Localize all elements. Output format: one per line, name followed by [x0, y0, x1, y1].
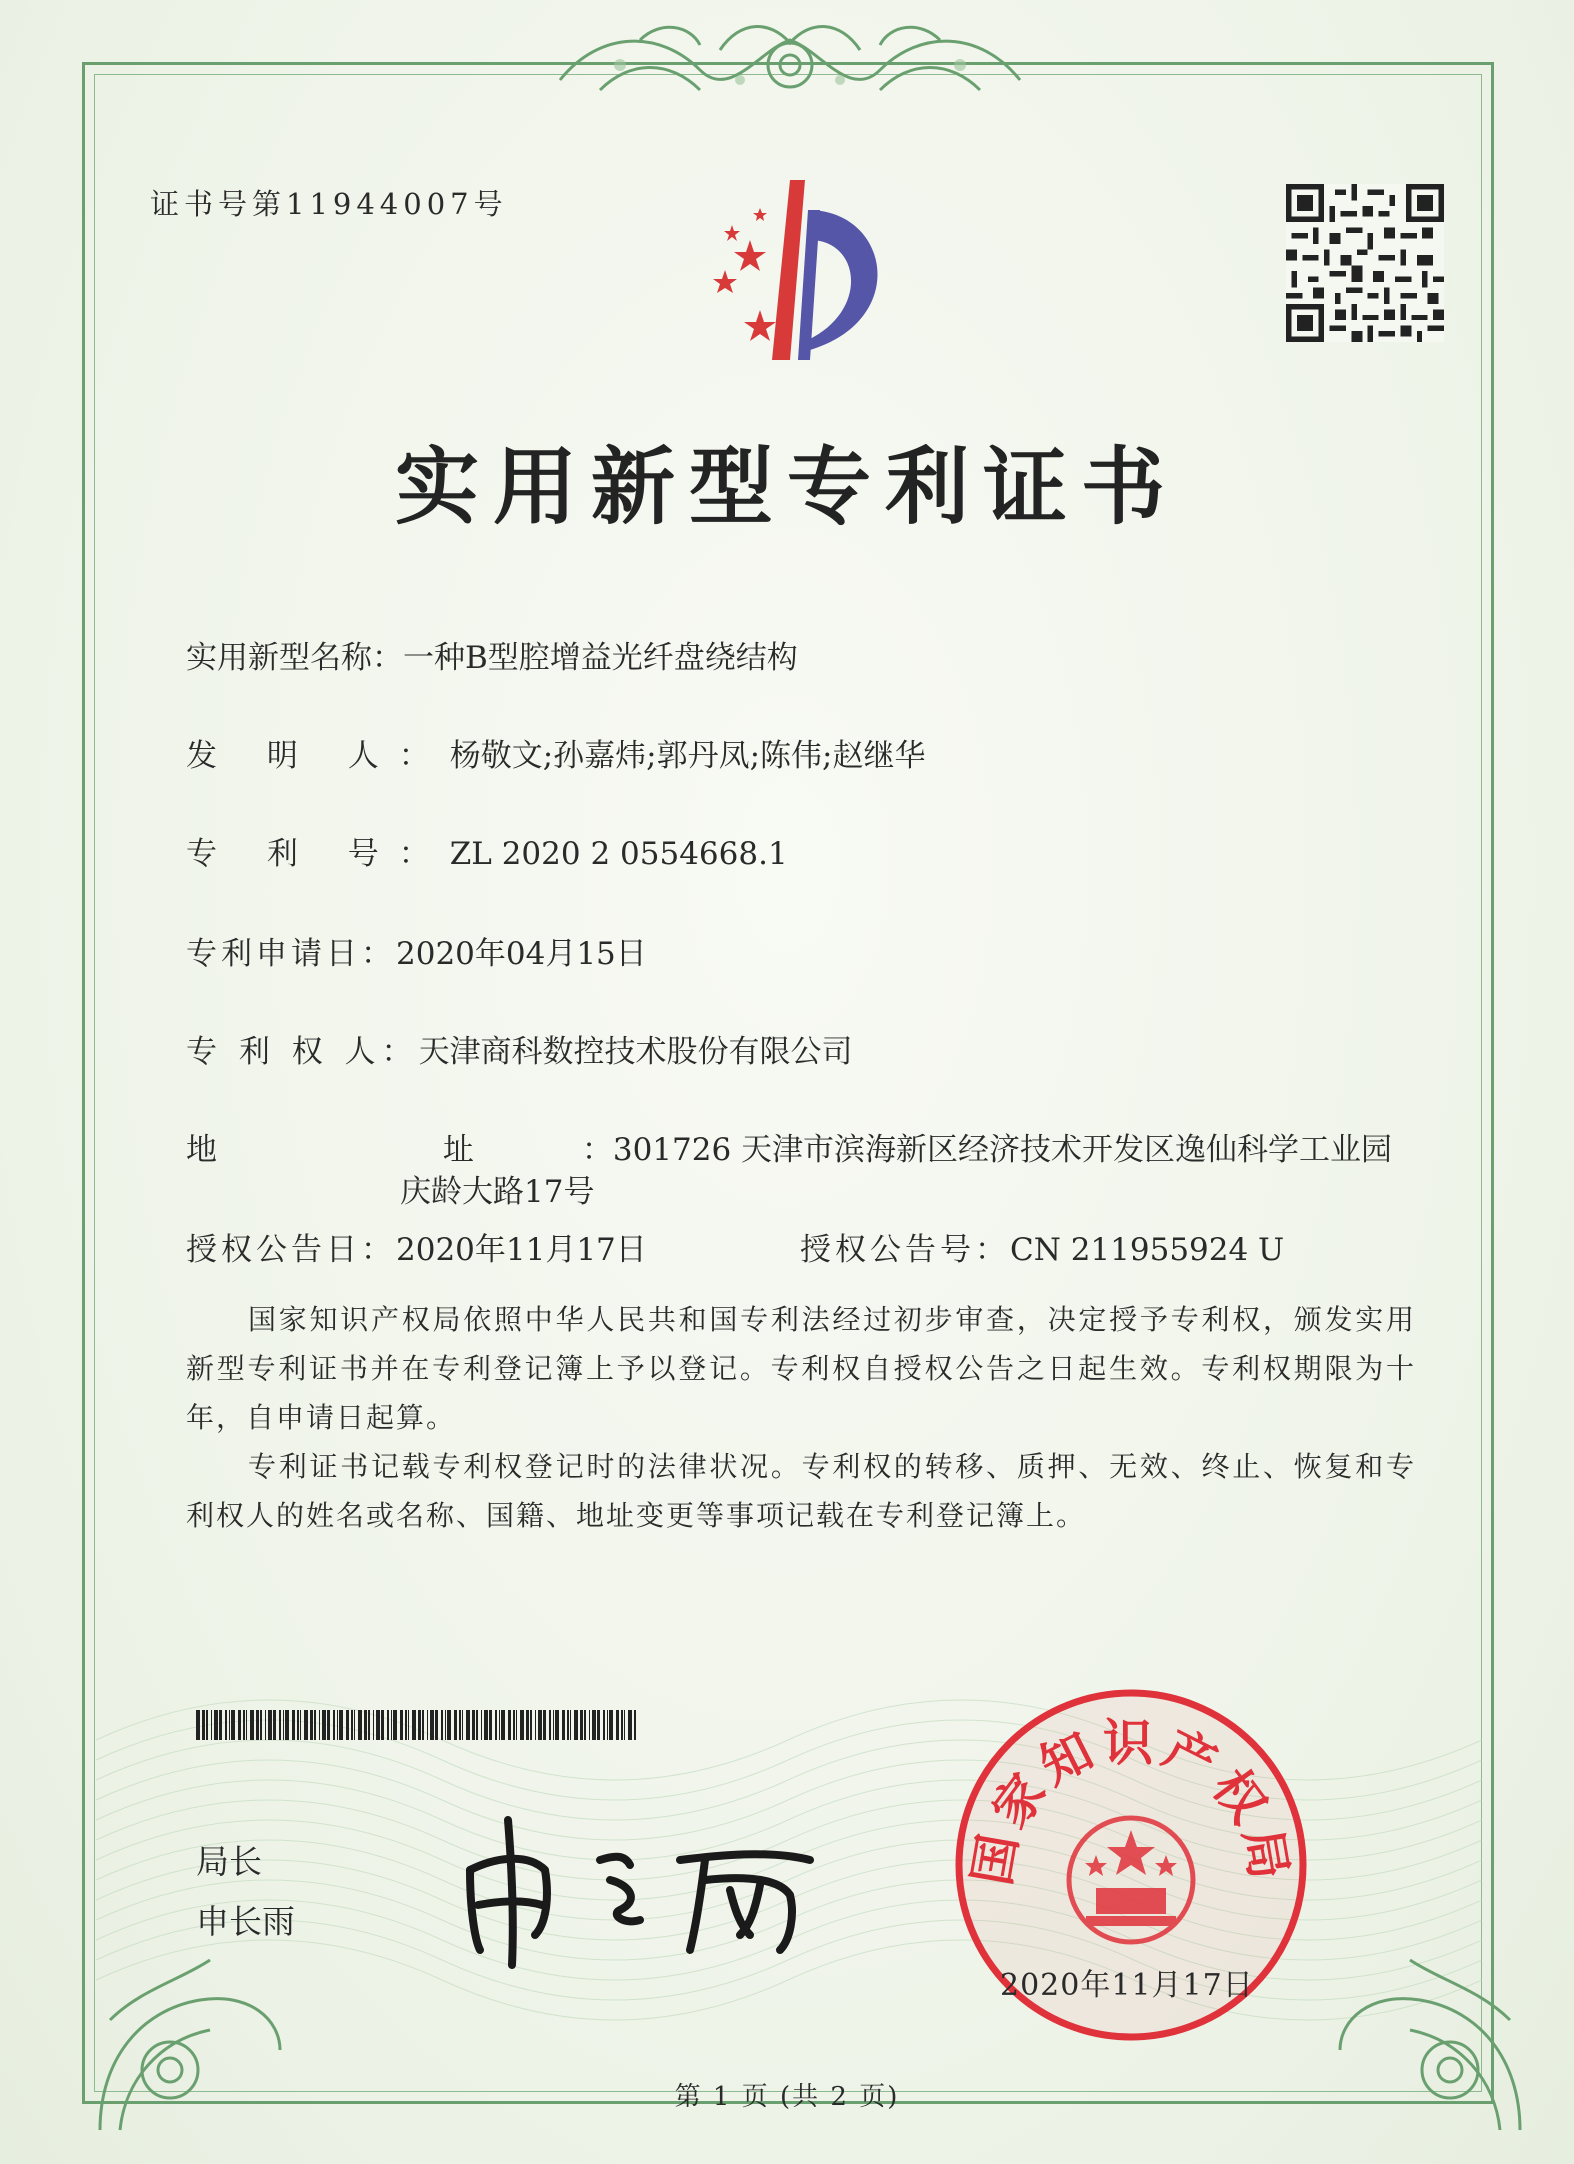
inventor-label: 发 明 人： — [186, 738, 450, 774]
barcode-icon — [196, 1710, 636, 1740]
grant-number-value: CN 211955924 U — [1010, 1232, 1285, 1268]
address-label: 地 址： — [186, 1132, 721, 1168]
inventor-row — [186, 730, 926, 775]
body-paragraph-2: 专利证书记载专利权登记时的法律状况。专利权的转移、质押、无效、终止、恢复和专利权人的姓名或名称、国籍、地址变更等事项记载在专利登记簿上。 — [186, 1450, 1416, 1532]
address-line2 — [400, 1166, 594, 1211]
director-name: 申长雨 — [196, 1902, 295, 1941]
grant-date-row — [186, 1224, 647, 1269]
patent-number-value: ZL 2020 2 0554668.1 — [449, 836, 788, 872]
body-paragraph-1: 国家知识产权局依照中华人民共和国专利法经过初步审查，决定授予专利权，颁发实用新型专利证书并在专利登记簿上予以登记。专利权自授权公告之日起生效。专利权期限为十年，自申请日起算。 — [186, 1303, 1416, 1434]
certificate-title: 实用新型专利证书 — [394, 438, 1179, 536]
address-row — [186, 1124, 1392, 1169]
page-indicator: 第 1 页 (共 2 页) — [674, 2082, 900, 2112]
filing-date-value: 2020年04月15日 — [396, 936, 647, 972]
director-title: 局长 — [196, 1842, 262, 1881]
grant-date-value: 2020年11月17日 — [396, 1232, 647, 1268]
patentee-row — [186, 1026, 853, 1071]
qr-code-icon — [1286, 184, 1444, 342]
address-value-line1: 301726 天津市滨海新区经济技术开发区逸仙科学工业园 — [612, 1132, 1393, 1168]
patent-number-label: 专 利 号： — [186, 836, 450, 872]
patentee-value: 天津商科数控技术股份有限公司 — [418, 1034, 853, 1070]
seal-date: 2020年11月17日 — [1000, 1968, 1254, 2003]
grant-number-row — [800, 1224, 1284, 1269]
patent-number-row — [186, 828, 788, 873]
utility-model-name-value: 一种B型腔增益光纤盘绕结构 — [403, 640, 798, 676]
grant-number-label: 授权公告号： — [800, 1232, 1010, 1268]
handwritten-signature — [450, 1800, 830, 1970]
utility-model-name-label: 实用新型名称： — [186, 640, 403, 676]
utility-model-name-row — [186, 632, 798, 677]
cnipa-emblem-icon — [660, 170, 920, 370]
top-ornament — [540, 10, 1040, 120]
filing-date-label: 专利申请日： — [186, 936, 396, 972]
grant-date-label: 授权公告日： — [186, 1232, 396, 1268]
address-value-line2: 庆龄大路17号 — [400, 1174, 595, 1210]
seal-text: 国家知识产权局 — [962, 1714, 1300, 1890]
patentee-label: 专 利 权 人： — [186, 1034, 419, 1070]
certificate-body — [186, 1295, 1416, 1540]
inventor-value: 杨敬文;孙嘉炜;郭丹凤;陈伟;赵继华 — [449, 738, 926, 774]
filing-date-row — [186, 928, 647, 973]
certificate-number: 证书号第11944007号 — [150, 187, 508, 221]
